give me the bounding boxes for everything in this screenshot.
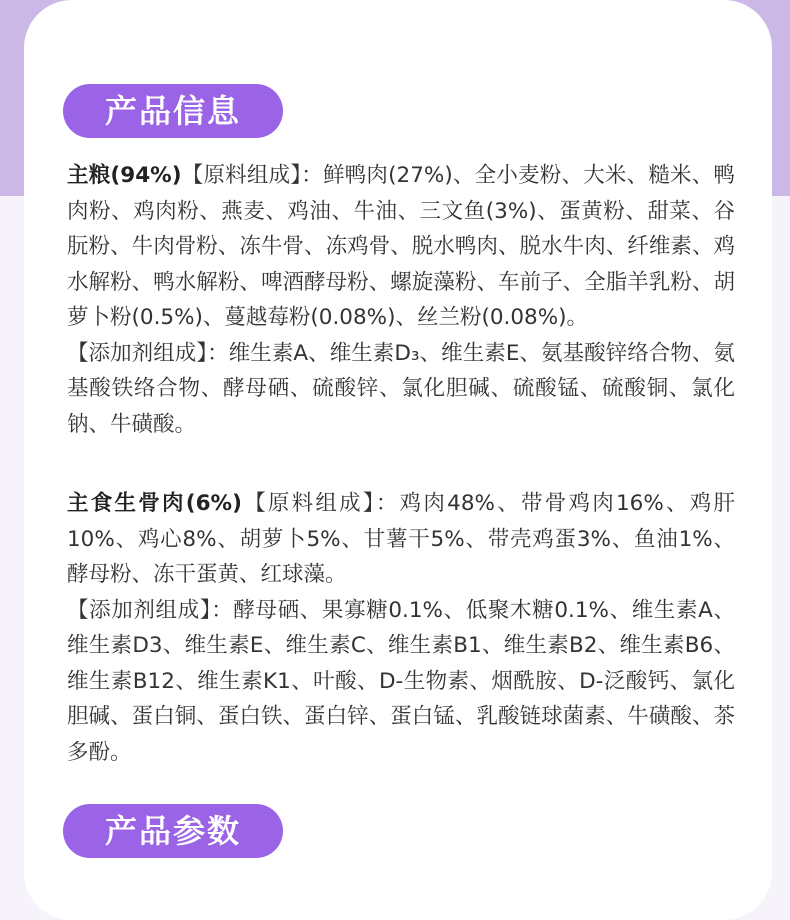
raw-bone-meat-additive-label: 【添加剂组成】：: [67, 597, 234, 623]
main-food-raw-text: 鲜鸭肉(27%)、全小麦粉、大米、糙米、鸭肉粉、鸡肉粉、燕麦、鸡油、牛油、三文鱼(3%)、蛋黄粉、甜菜、谷朊粉、牛肉骨粉、冻牛骨、冻鸡骨、脱水鸭肉、脱水牛肉、纤维素、鸡水解粉、鸭水解粉、啤酒酵母粉、螺旋藻粉、车前子、全脂羊乳粉、胡萝卜粉(0.5%)、蔓越莓粉(0.08%)、丝兰粉(0.08%)。: [67, 163, 735, 330]
main-food-additive-text: 维生素A、维生素D₃、维生素E、氨基酸锌络合物、氨基酸铁络合物、酵母硒、硫酸锌、氯化胆碱、硫酸锰、硫酸铜、氯化钠、牛磺酸。: [67, 340, 735, 437]
raw-bone-meat-raw-text: 鸡肉48%、带骨鸡肉16%、鸡肝10%、鸡心8%、胡萝卜5%、甘薯干5%、带壳鸡蛋3%、鱼油1%、酵母粉、冻干蛋黄、红球藻。: [67, 491, 735, 587]
section-title-product-info: 产品信息: [63, 84, 283, 138]
main-food-raw-paragraph: [67, 158, 735, 336]
section-title-product-params: 产品参数: [63, 804, 283, 858]
main-food-raw-label: 【原料组成】：: [181, 163, 323, 188]
main-food-heading: 主粮(94%): [67, 163, 182, 188]
raw-bone-meat-additive-text: 酵母硒、果寡糖0.1%、低聚木糖0.1%、维生素A、维生素D3、维生素E、维生素C、维生素B1、维生素B2、维生素B6、维生素B12、维生素K1、叶酸、D-生物素、烟酰胺、D-泛酸钙、氯化胆碱、蛋白铜、蛋白铁、蛋白锌、蛋白锰、乳酸链球菌素、牛磺酸、茶多酚。: [67, 597, 735, 765]
content-card: [24, 0, 772, 920]
main-food-additive-label: 【添加剂组成】：: [67, 340, 229, 366]
main-food-ingredients: [67, 158, 735, 442]
main-food-additive-paragraph: [67, 336, 735, 443]
raw-bone-meat-ingredients: [67, 486, 735, 770]
raw-bone-meat-additive-paragraph: [67, 593, 735, 771]
raw-bone-meat-raw-paragraph: [67, 486, 735, 593]
raw-bone-meat-raw-label: 【原料组成】：: [241, 491, 400, 516]
raw-bone-meat-heading: 主食生骨肉(6%): [67, 491, 242, 516]
